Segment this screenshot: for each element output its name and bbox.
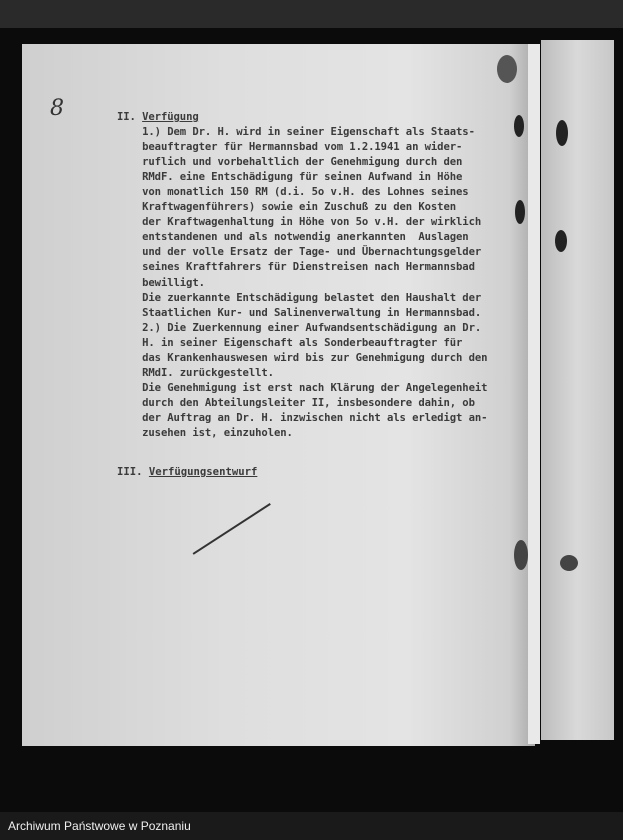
text-line: Staatlichen Kur- und Salinenverwaltung in Hermannsbad. [117, 306, 482, 319]
text-line: der Kraftwagenhaltung in Höhe von 5o v.H. der wirklich [117, 216, 482, 229]
stain [560, 555, 578, 571]
section-3-heading [117, 466, 257, 478]
text-line: seines Kraftfahrers für Dienstreisen nach Hermannsbad [117, 261, 475, 274]
text-line: H. in seiner Eigenschaft als Sonderbeauftragter für [117, 336, 463, 349]
text-line: von monatlich 150 RM (d.i. 5o v.H. des Lohnes seines [117, 186, 469, 199]
text-line: der Auftrag an Dr. H. inzwischen nicht als erledigt an- [117, 411, 488, 424]
archive-footer [0, 812, 623, 840]
text-line: das Krankenhauswesen wird bis zur Genehmigung durch den [117, 351, 488, 364]
archive-name: Archiwum Państwowe w Poznaniu [8, 819, 191, 833]
text-line: Die Genehmigung ist erst nach Klärung der Angelegenheit [117, 381, 488, 394]
adjacent-page-strip [541, 40, 614, 740]
page-edge [528, 44, 540, 744]
text-line: Die zuerkannte Entschädigung belastet den Haushalt der [117, 291, 482, 304]
stain [555, 230, 567, 252]
stain [556, 120, 568, 146]
text-line: zusehen ist, einzuholen. [117, 426, 293, 439]
text-line: entstandenen und als notwendig anerkannten Auslagen [117, 231, 469, 244]
text-line: durch den Abteilungsleiter II, insbesondere dahin, ob [117, 396, 475, 409]
stain [515, 200, 525, 224]
text-line: 2.) Die Zuerkennung einer Aufwandsentschädigung an Dr. [117, 321, 482, 334]
text-line: RMdF. eine Entschädigung für seinen Aufwand in Höhe [117, 171, 463, 184]
stain [497, 55, 517, 83]
section-number: II. [117, 111, 136, 123]
text-line: bewilligt. [117, 276, 205, 289]
stain [514, 540, 528, 570]
stain [514, 115, 524, 137]
section-number: III. [117, 466, 143, 478]
text-line: 1.) Dem Dr. H. wird in seiner Eigenschaft als Staats- [117, 126, 475, 139]
text-line: Kraftwagenführers) sowie ein Zuschuß zu den Kosten [117, 201, 457, 214]
section-title: Verfügung [142, 111, 199, 123]
document-body [117, 110, 487, 441]
section-title: Verfügungsentwurf [148, 466, 258, 478]
text-line: RMdI. zurückgestellt. [117, 366, 274, 379]
scan-top-border [0, 0, 623, 28]
body-lines [117, 125, 487, 441]
text-line: beauftragter für Hermannsbad vom 1.2.1941 an wider- [117, 141, 463, 154]
text-line: und der volle Ersatz der Tage- und Übernachtungsgelder [117, 246, 482, 259]
handwritten-page-number: 8 [50, 96, 64, 121]
text-line: ruflich und vorbehaltlich der Genehmigung durch den [117, 156, 463, 169]
